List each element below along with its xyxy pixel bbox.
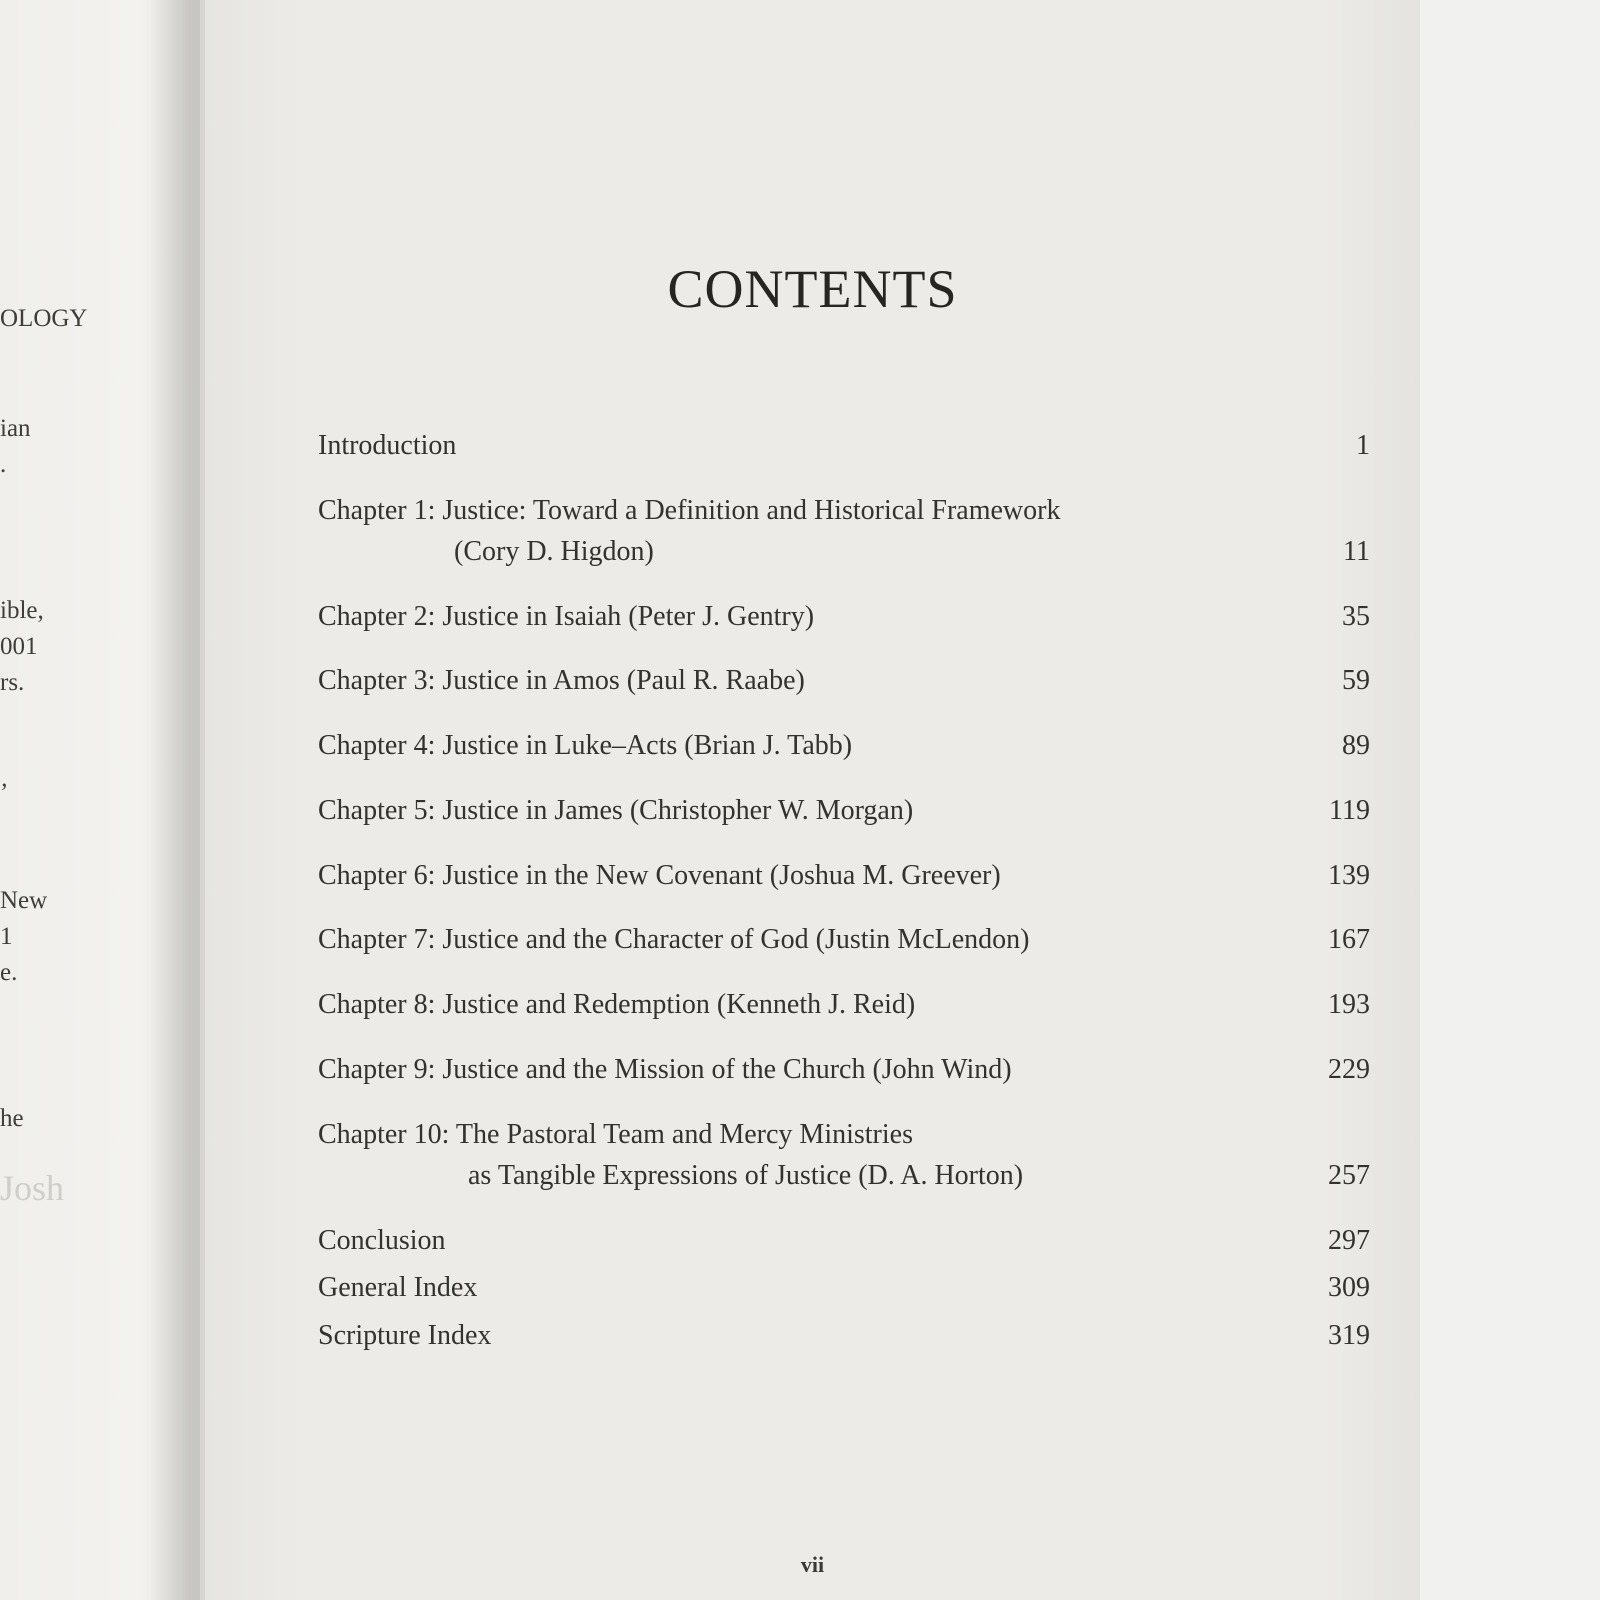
toc-entry-page: 167: [1328, 924, 1370, 955]
toc-entry-label: Chapter 9: Justice and the Mission of the Church (John Wind): [318, 1054, 1012, 1085]
toc-entry-label: General Index: [318, 1272, 478, 1303]
left-page-ghost-fragment: Josh: [0, 1168, 65, 1208]
toc-entry-label: Introduction: [318, 430, 457, 461]
left-page-fragment: ian: [0, 415, 31, 442]
left-facing-page: [0, 0, 200, 1600]
toc-entry-page: 319: [1328, 1320, 1370, 1351]
toc-entry-page: 89: [1342, 730, 1370, 761]
page-title: CONTENTS: [667, 259, 958, 319]
left-page-fragment: e.: [0, 959, 18, 986]
toc-entry-label: Chapter 7: Justice and the Character of God (Justin McLendon): [318, 924, 1030, 955]
contents-page: [205, 0, 1420, 1600]
table-of-contents: [318, 0, 1370, 1600]
toc-entry-chapter-8[interactable]: [318, 984, 1370, 1025]
toc-entry-chapter-9[interactable]: [318, 1049, 1370, 1090]
toc-entry-page: 229: [1328, 1054, 1370, 1085]
toc-entry-label: Chapter 5: Justice in James (Christopher W. Morgan): [318, 795, 914, 826]
toc-entry-page: 193: [1328, 989, 1370, 1020]
toc-entry-label: Chapter 8: Justice and Redemption (Kenneth J. Reid): [318, 989, 916, 1020]
toc-entry-chapter-10[interactable]: [318, 1114, 1370, 1196]
toc-entry-conclusion[interactable]: [318, 1220, 1370, 1261]
toc-entry-label: Chapter 10: The Pastoral Team and Mercy Ministries: [318, 1119, 913, 1150]
toc-entry-label: Chapter 2: Justice in Isaiah (Peter J. Gentry): [318, 601, 815, 632]
toc-entry-label: Chapter 4: Justice in Luke–Acts (Brian J. Tabb): [318, 730, 853, 761]
toc-entry-general-index[interactable]: [318, 1267, 1370, 1308]
left-page-fragment: .: [0, 451, 7, 478]
toc-entry-page: 257: [1328, 1160, 1370, 1191]
page-number: vii: [800, 1552, 825, 1577]
toc-entry-page: 139: [1328, 860, 1370, 891]
toc-entry-page: 11: [1343, 536, 1370, 567]
toc-entry-label-continued: (Cory D. Higdon): [454, 536, 654, 567]
left-page-fragment: ible,: [0, 597, 44, 624]
toc-entry-label-continued: as Tangible Expressions of Justice (D. A. Horton): [468, 1160, 1024, 1191]
left-page-fragment: New: [0, 887, 48, 914]
toc-entry-page: 297: [1328, 1225, 1370, 1256]
toc-entry-chapter-3[interactable]: [318, 660, 1370, 701]
toc-entry-chapter-7[interactable]: [318, 919, 1370, 960]
toc-entry-label: Chapter 6: Justice in the New Covenant (Joshua M. Greever): [318, 860, 1001, 891]
left-page-fragment: 001: [0, 633, 38, 660]
toc-entry-page: 59: [1342, 665, 1370, 696]
left-page-fragment: he: [0, 1105, 24, 1132]
toc-entry-introduction[interactable]: [318, 425, 1370, 466]
toc-entry-page: 119: [1329, 795, 1370, 826]
toc-entry-chapter-5[interactable]: [318, 790, 1370, 831]
toc-entry-chapter-2[interactable]: [318, 596, 1370, 637]
toc-entry-chapter-1[interactable]: [318, 490, 1370, 572]
toc-entry-chapter-6[interactable]: [318, 855, 1370, 896]
left-page-fragment: 1: [0, 923, 13, 950]
toc-entry-page: 309: [1328, 1272, 1370, 1303]
toc-entry-page: 35: [1342, 601, 1370, 632]
toc-entry-chapter-4[interactable]: [318, 725, 1370, 766]
toc-entry-scripture-index[interactable]: [318, 1315, 1370, 1356]
left-page-fragment: ’: [0, 779, 9, 806]
toc-entry-label: Scripture Index: [318, 1320, 492, 1351]
left-page-fragment: rs.: [0, 669, 25, 696]
toc-entry-page: 1: [1356, 430, 1370, 461]
background-surface: [1420, 0, 1600, 1600]
toc-entry-label: Chapter 1: Justice: Toward a Definition and Historical Framework: [318, 495, 1061, 526]
left-page-fragment: OLOGY: [0, 305, 88, 332]
toc-entry-label: Conclusion: [318, 1225, 446, 1256]
toc-entry-label: Chapter 3: Justice in Amos (Paul R. Raabe): [318, 665, 805, 696]
